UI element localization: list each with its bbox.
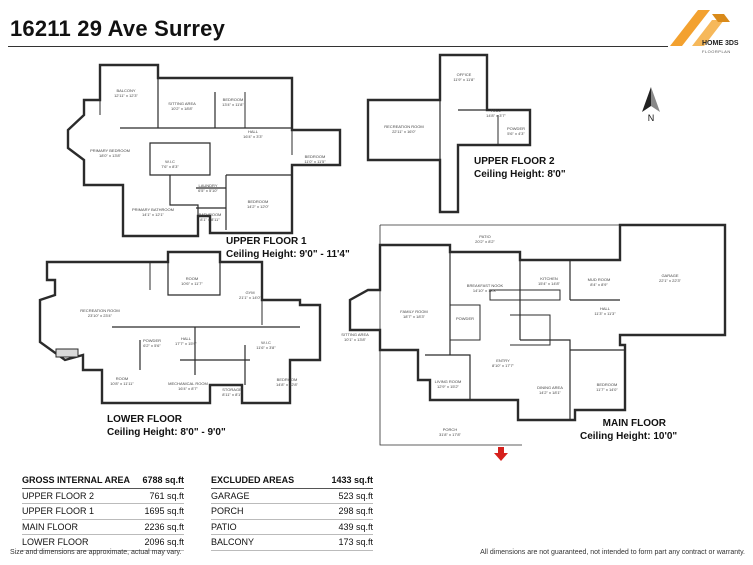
floor-label-upper-1: UPPER FLOOR 1 Ceiling Height: 9'0" - 11'4" [226, 236, 350, 260]
table-row: GARAGE 523 sq.ft [211, 488, 373, 504]
room-label-office: OFFICE 11'9" x 11'8" [453, 72, 475, 82]
floor-label-lower: LOWER FLOOR Ceiling Height: 8'0" - 9'0" [107, 414, 226, 438]
room-label-primary-bathroom: PRIMARY BATHROOM 14'1" x 12'1" [131, 207, 175, 217]
table-row: BALCONY 173 sq.ft [211, 535, 373, 551]
room-label-bedroom: BEDROOM 14'2" x 12'0" [247, 199, 269, 209]
room-label-room: ROOM 10'8" x 11'11" [110, 376, 134, 386]
room-label-room: ROOM 10'6" x 11'7" [181, 276, 203, 286]
room-label-recreation-room: RECREATION ROOM 22'11" x 16'0" [384, 124, 424, 134]
room-label-family-room: FAMILY ROOM 18'7" x 18'3" [400, 309, 428, 319]
room-label-sitting-area: SITTING AREA 10'2" x 18'8" [168, 101, 196, 111]
room-label-bedroom: BEDROOM 11'7" x 14'0" [596, 382, 618, 392]
excluded-area-value: 1433 sq.ft [319, 473, 373, 488]
logo-text: HOME 3DS [702, 40, 739, 47]
room-label-recreation-room: RECREATION ROOM 23'10" x 23'4" [80, 308, 120, 318]
room-label-primary-bedroom: PRIMARY BEDROOM 18'0" x 13'8" [90, 148, 130, 158]
gross-area-table [22, 473, 184, 551]
excluded-area-table [211, 473, 373, 551]
room-label-balcony: BALCONY 12'11" x 12'3" [114, 88, 138, 98]
room-label-gym: GYM 21'1" x 14'0" [239, 290, 261, 300]
room-label-bathroom: BATHROOM 8'1" x 8'11" [198, 212, 222, 222]
room-label-storage: STORAGE 8'11" x 8'1" [222, 387, 242, 397]
room-label-entry: ENTRY 8'10" x 17'7" [492, 358, 514, 368]
table-row: UPPER FLOOR 2 761 sq.ft [22, 488, 184, 504]
entrance-arrow-icon [493, 446, 509, 462]
room-label-hall: HALL 16'4" x 3'3" [243, 129, 263, 139]
room-label-mechanical-room: MECHANICAL ROOM 16'4" x 8'7" [168, 381, 208, 391]
room-label-living-room: LIVING ROOM 12'9" x 15'2" [434, 379, 462, 389]
footer-disclaimer-right: All dimensions are not guaranteed, not intended to form part any contract or warranty. [480, 549, 745, 556]
room-label-laundry: LAUNDRY 6'5" x 5'10" [198, 183, 218, 193]
room-label-powder: POWDER 5'6" x 4'3" [507, 126, 525, 136]
table-row: LOWER FLOOR 2096 sq.ft [22, 535, 184, 551]
table-row: UPPER FLOOR 1 1695 sq.ft [22, 504, 184, 520]
room-label-bedroom: BEDROOM 13'4" x 11'8" [222, 97, 244, 107]
room-label-bedroom: BEDROOM 11'0" x 11'5" [304, 154, 326, 164]
room-label-dining-area: DINING AREA 14'2" x 18'1" [537, 385, 563, 395]
footer-disclaimer-left: Size and dimensions are approximate, actual may vary. [10, 549, 182, 556]
room-label-breakfast-nook: BREAKFAST NOOK 14'10" x 18'8" [466, 283, 504, 293]
room-label-kitchen: KITCHEN 15'4" x 14'8" [538, 276, 560, 286]
room-label-patio: PATIO 20'2" x 8'2" [475, 234, 495, 244]
room-label-hall: HALL 17'7" x 15'9" [175, 336, 197, 346]
room-label-powder: POWDER 6'2" x 5'6" [143, 338, 161, 348]
gross-area-value: 6788 sq.ft [139, 473, 184, 488]
logo-subtext: FLOORPLAN [702, 49, 731, 54]
gross-area-label: GROSS INTERNAL AREA [22, 473, 139, 488]
north-arrow-icon [636, 86, 666, 122]
floor-label-main: MAIN FLOOR Ceiling Height: 10'0" [580, 418, 678, 442]
excluded-area-label: EXCLUDED AREAS [211, 473, 319, 488]
table-row: PATIO 439 sq.ft [211, 519, 373, 535]
table-row: PORCH 298 sq.ft [211, 504, 373, 520]
compass-letter: N [647, 113, 655, 122]
room-label-wic: W.I.C 7'6" x 8'3" [161, 159, 179, 169]
table-row: MAIN FLOOR 2236 sq.ft [22, 519, 184, 535]
room-label-hall: HALL 11'3" x 11'3" [594, 306, 616, 316]
room-label-mud-room: MUD ROOM 8'4" x 8'9" [587, 277, 611, 287]
room-label-hall: HALL 14'8" x 3'7" [486, 108, 506, 118]
room-label-bedroom: BEDROOM 14'8" x 12'8" [276, 377, 298, 387]
room-label-sitting-area: SITTING AREA 10'1" x 13'8" [341, 332, 369, 342]
room-label-porch: PORCH 31'8" x 17'8" [439, 427, 461, 437]
room-label-garage: GARAGE 22'1" x 22'3" [659, 273, 681, 283]
room-label-powder: POWDER [456, 316, 474, 321]
room-label-wic: W.I.C 11'6" x 3'8" [256, 340, 276, 350]
page-title: 16211 29 Ave Surrey [10, 16, 226, 41]
floor-label-upper-2: UPPER FLOOR 2 Ceiling Height: 8'0" [474, 156, 566, 180]
